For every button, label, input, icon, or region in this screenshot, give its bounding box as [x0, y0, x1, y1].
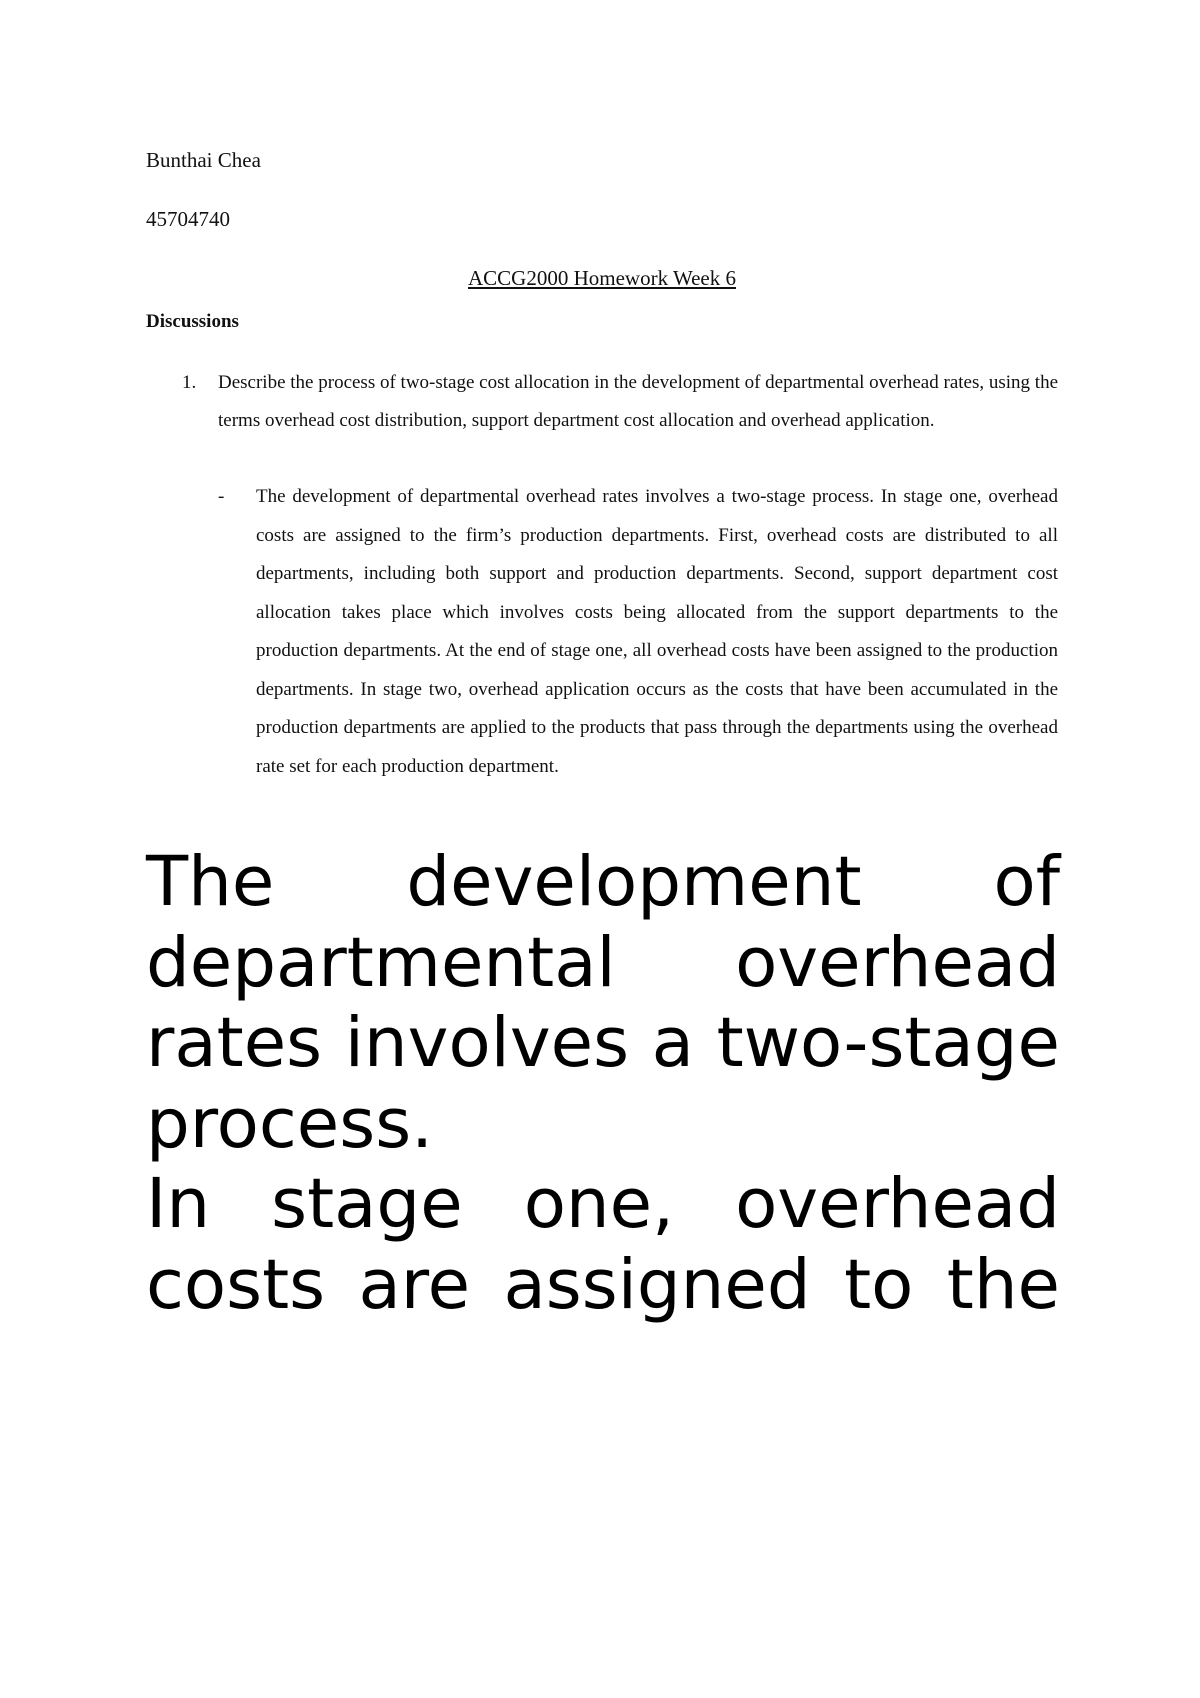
- question-text: Describe the process of two-stage cost allocation in the development of departmental overhead rates, using the terms overhead cost distribution, support department cost allocation and overhead application.: [218, 372, 1058, 431]
- question-item: [146, 364, 1058, 440]
- question-number: 1.: [182, 372, 197, 393]
- answer-bullet: -: [218, 486, 225, 507]
- large-text-paragraph-2: In stage one, overhead costs are assigned to the: [146, 1164, 1060, 1325]
- author-name: Bunthai Chea: [146, 148, 261, 172]
- large-text-paragraph-1: The development of departmental overhead rates involves a two-stage process.: [146, 842, 1060, 1164]
- student-id: 45704740: [146, 207, 230, 231]
- document-title: ACCG2000 Homework Week 6: [468, 266, 736, 290]
- answer-item: [146, 478, 1058, 786]
- answer-text: The development of departmental overhead rates involves a two-stage process. In stage one, overhead costs are assigned to the firm’s production departments. First, overhead costs are distributed to all departments, including both support and production departments. Second, support department cost allocation takes place which involves costs being allocated from the support departments to the production departments. At the end of stage one, all overhead costs have been assigned to the production departments. In stage two, overhead application occurs as the costs that have been accumulated in the production departments are applied to the products that pass through the departments using the overhead rate set for each production department.: [256, 486, 1058, 777]
- large-text-block: [146, 842, 1060, 1325]
- section-heading: Discussions: [146, 311, 239, 332]
